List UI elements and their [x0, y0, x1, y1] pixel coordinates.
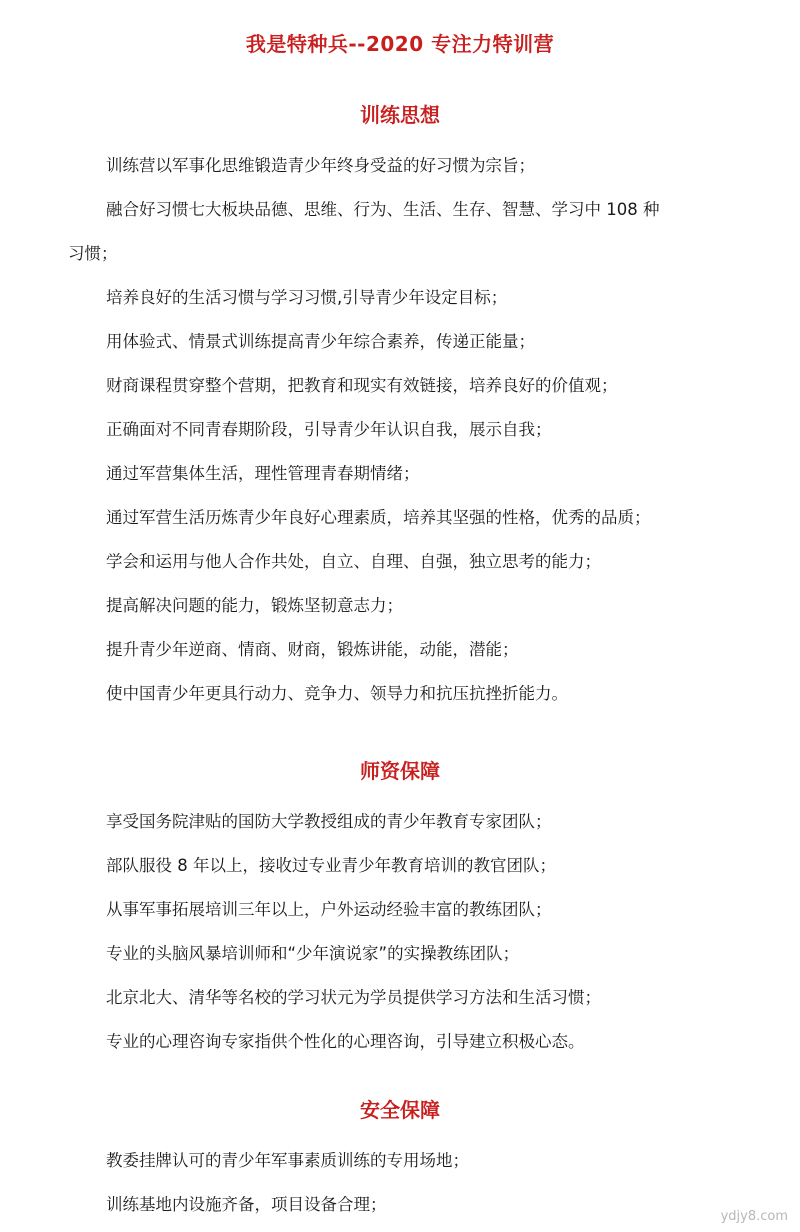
paragraph: 北京北大、清华等名校的学习状元为学员提供学习方法和生活习惯；: [106, 988, 601, 1007]
watermark: ydjy8.com: [720, 1209, 788, 1224]
paragraph: 享受国务院津贴的国防大学教授组成的青少年教育专家团队；: [106, 812, 552, 831]
paragraph: 从事军事拓展培训三年以上，户外运动经验丰富的教练团队；: [106, 900, 552, 919]
paragraph: 通过军营集体生活，理性管理青春期情绪；: [106, 464, 420, 483]
paragraph: 专业的头脑风暴培训师和“少年演说家”的实操教练团队；: [106, 944, 520, 963]
paragraph: 提升青少年逆商、情商、财商，锻炼讲能，动能，潜能；: [106, 640, 519, 659]
paragraph-continuation: 习惯；: [68, 244, 118, 263]
paragraph-list: [0, 1139, 800, 1227]
paragraph-list: [0, 144, 800, 716]
paragraph: 学会和运用与他人合作共处，自立、自理、自强，独立思考的能力；: [106, 552, 601, 571]
section-heading: 训练思想: [360, 103, 440, 127]
paragraph: 提高解决问题的能力，锻炼坚韧意志力；: [106, 596, 403, 615]
paragraph: 教委挂牌认可的青少年军事素质训练的专用场地；: [106, 1151, 469, 1170]
paragraph: 用体验式、情景式训练提高青少年综合素养，传递正能量；: [106, 332, 535, 351]
section-faculty: [0, 756, 800, 1064]
paragraph: 通过军营生活历炼青少年良好心理素质，培养其坚强的性格，优秀的品质；: [106, 508, 651, 527]
paragraph: 训练基地内设施齐备，项目设备合理；: [106, 1195, 387, 1214]
section-heading: 师资保障: [360, 759, 440, 783]
paragraph: 部队服役 8 年以上，接收过专业青少年教育培训的教官团队；: [106, 856, 556, 875]
paragraph-list: [0, 800, 800, 1064]
paragraph: 培养良好的生活习惯与学习习惯,引导青少年设定目标；: [106, 288, 508, 307]
page-title: 我是特种兵--2020 专注力特训营: [245, 32, 555, 56]
section-training-philosophy: [0, 100, 800, 716]
paragraph: 专业的心理咨询专家指供个性化的心理咨询，引导建立积极心态。: [106, 1032, 585, 1051]
section-safety: [0, 1095, 800, 1227]
paragraph: 财商课程贯穿整个营期，把教育和现实有效链接，培养良好的价值观；: [106, 376, 618, 395]
paragraph: 训练营以军事化思维锻造青少年终身受益的好习惯为宗旨；: [106, 156, 535, 175]
paragraph: 正确面对不同青春期阶段，引导青少年认识自我，展示自我；: [106, 420, 552, 439]
paragraph: 融合好习惯七大板块品德、思维、行为、生活、生存、智慧、学习中 108 种: [106, 200, 660, 219]
paragraph: 使中国青少年更具行动力、竞争力、领导力和抗压抗挫折能力。: [106, 684, 568, 703]
section-heading: 安全保障: [360, 1098, 440, 1122]
